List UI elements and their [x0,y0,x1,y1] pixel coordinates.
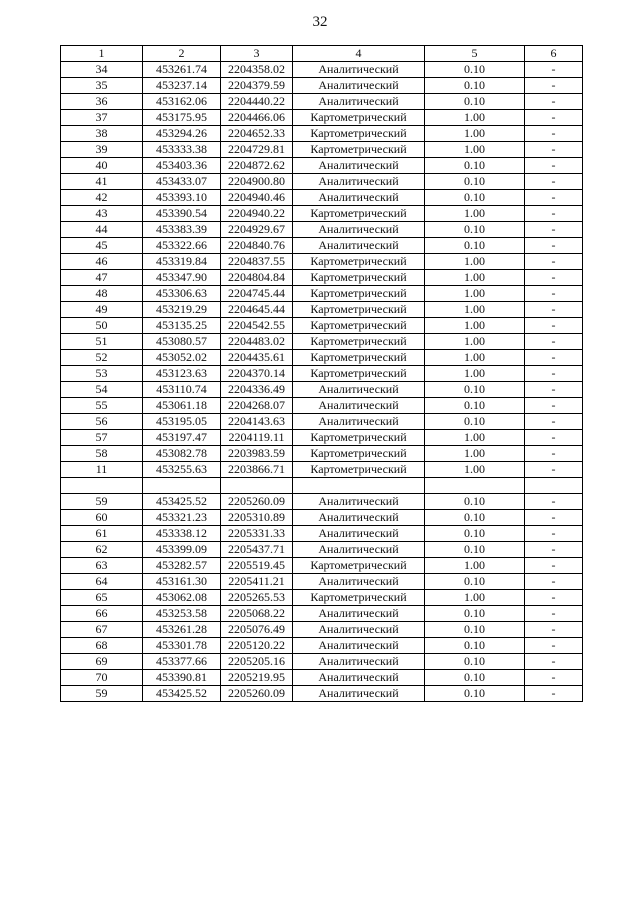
x-coordinate-cell: 453062.08 [143,590,221,606]
accuracy-cell: 1.00 [425,286,525,302]
note-cell: - [525,638,583,654]
y-coordinate-cell: 2204940.22 [221,206,293,222]
x-coordinate-cell: 453301.78 [143,638,221,654]
x-coordinate-cell: 453433.07 [143,174,221,190]
y-coordinate-cell: 2204872.62 [221,158,293,174]
x-coordinate-cell: 453253.58 [143,606,221,622]
method-cell [293,478,425,494]
accuracy-cell: 1.00 [425,462,525,478]
accuracy-cell: 1.00 [425,254,525,270]
note-cell: - [525,78,583,94]
accuracy-cell: 1.00 [425,446,525,462]
x-coordinate-cell: 453294.26 [143,126,221,142]
y-coordinate-cell: 2205310.89 [221,510,293,526]
accuracy-cell: 0.10 [425,382,525,398]
y-coordinate-cell: 2204143.63 [221,414,293,430]
method-cell: Картометрический [293,318,425,334]
y-coordinate-cell: 2205219.95 [221,670,293,686]
x-coordinate-cell: 453162.06 [143,94,221,110]
method-cell: Картометрический [293,142,425,158]
accuracy-cell: 1.00 [425,590,525,606]
note-cell: - [525,590,583,606]
table-row [61,670,583,686]
y-coordinate-cell: 2205411.21 [221,574,293,590]
y-coordinate-cell: 2204466.06 [221,110,293,126]
x-coordinate-cell: 453306.63 [143,286,221,302]
y-coordinate-cell: 2204837.55 [221,254,293,270]
point-number-cell: 45 [61,238,143,254]
table-row [61,238,583,254]
y-coordinate-cell: 2204370.14 [221,366,293,382]
method-cell: Картометрический [293,430,425,446]
note-cell: - [525,318,583,334]
method-cell: Аналитический [293,574,425,590]
column-header: 6 [525,46,583,62]
y-coordinate-cell: 2204268.07 [221,398,293,414]
point-number-cell: 59 [61,686,143,702]
x-coordinate-cell: 453393.10 [143,190,221,206]
x-coordinate-cell: 453110.74 [143,382,221,398]
y-coordinate-cell: 2204929.67 [221,222,293,238]
method-cell: Картометрический [293,286,425,302]
note-cell: - [525,254,583,270]
table-row [61,206,583,222]
method-cell: Картометрический [293,590,425,606]
accuracy-cell: 0.10 [425,606,525,622]
table-row [61,414,583,430]
y-coordinate-cell: 2204440.22 [221,94,293,110]
y-coordinate-cell: 2204729.81 [221,142,293,158]
note-cell: - [525,558,583,574]
column-header: 1 [61,46,143,62]
accuracy-cell: 0.10 [425,526,525,542]
note-cell: - [525,206,583,222]
method-cell: Аналитический [293,510,425,526]
y-coordinate-cell: 2205205.16 [221,654,293,670]
x-coordinate-cell: 453195.05 [143,414,221,430]
table-row [61,574,583,590]
y-coordinate-cell: 2205260.09 [221,686,293,702]
point-number-cell: 57 [61,430,143,446]
table-row [61,158,583,174]
accuracy-cell: 1.00 [425,366,525,382]
accuracy-cell: 1.00 [425,558,525,574]
point-number-cell: 51 [61,334,143,350]
accuracy-cell [425,478,525,494]
method-cell: Картометрический [293,302,425,318]
note-cell: - [525,398,583,414]
y-coordinate-cell: 2205260.09 [221,494,293,510]
x-coordinate-cell: 453082.78 [143,446,221,462]
accuracy-cell: 0.10 [425,638,525,654]
table-row [61,430,583,446]
accuracy-cell: 1.00 [425,318,525,334]
note-cell: - [525,270,583,286]
x-coordinate-cell: 453347.90 [143,270,221,286]
accuracy-cell: 1.00 [425,302,525,318]
table-row [61,606,583,622]
note-cell: - [525,526,583,542]
note-cell: - [525,222,583,238]
x-coordinate-cell: 453390.54 [143,206,221,222]
note-cell: - [525,158,583,174]
accuracy-cell: 0.10 [425,78,525,94]
table-row [61,542,583,558]
y-coordinate-cell: 2204652.33 [221,126,293,142]
table-row [61,510,583,526]
note-cell: - [525,654,583,670]
table-row [61,270,583,286]
x-coordinate-cell: 453261.74 [143,62,221,78]
note-cell: - [525,110,583,126]
accuracy-cell: 0.10 [425,398,525,414]
accuracy-cell: 1.00 [425,206,525,222]
accuracy-cell: 1.00 [425,270,525,286]
note-cell: - [525,174,583,190]
point-number-cell: 44 [61,222,143,238]
point-number-cell: 34 [61,62,143,78]
y-coordinate-cell: 2205437.71 [221,542,293,558]
point-number-cell: 47 [61,270,143,286]
x-coordinate-cell: 453321.23 [143,510,221,526]
y-coordinate-cell: 2204645.44 [221,302,293,318]
note-cell: - [525,350,583,366]
x-coordinate-cell: 453390.81 [143,670,221,686]
x-coordinate-cell: 453383.39 [143,222,221,238]
note-cell: - [525,542,583,558]
accuracy-cell: 0.10 [425,94,525,110]
note-cell: - [525,190,583,206]
method-cell: Аналитический [293,190,425,206]
method-cell: Аналитический [293,414,425,430]
note-cell: - [525,446,583,462]
method-cell: Аналитический [293,78,425,94]
table-row [61,62,583,78]
x-coordinate-cell: 453061.18 [143,398,221,414]
point-number-cell: 66 [61,606,143,622]
method-cell: Картометрический [293,270,425,286]
table-row [61,558,583,574]
method-cell: Аналитический [293,638,425,654]
y-coordinate-cell: 2205120.22 [221,638,293,654]
accuracy-cell: 0.10 [425,622,525,638]
table-row [61,190,583,206]
point-number-cell: 41 [61,174,143,190]
point-number-cell: 64 [61,574,143,590]
point-number-cell: 56 [61,414,143,430]
point-number-cell: 65 [61,590,143,606]
point-number-cell: 69 [61,654,143,670]
table-row [61,254,583,270]
y-coordinate-cell: 2204840.76 [221,238,293,254]
point-number-cell: 58 [61,446,143,462]
x-coordinate-cell: 453219.29 [143,302,221,318]
point-number-cell: 70 [61,670,143,686]
point-number-cell: 63 [61,558,143,574]
accuracy-cell: 0.10 [425,510,525,526]
point-number-cell: 55 [61,398,143,414]
note-cell: - [525,286,583,302]
note-cell: - [525,62,583,78]
y-coordinate-cell: 2205265.53 [221,590,293,606]
x-coordinate-cell: 453338.12 [143,526,221,542]
note-cell: - [525,462,583,478]
accuracy-cell: 1.00 [425,430,525,446]
x-coordinate-cell: 453425.52 [143,686,221,702]
method-cell: Аналитический [293,158,425,174]
note-cell: - [525,670,583,686]
table-row [61,94,583,110]
column-header: 5 [425,46,525,62]
method-cell: Аналитический [293,526,425,542]
accuracy-cell: 1.00 [425,126,525,142]
point-number-cell: 60 [61,510,143,526]
table-row [61,302,583,318]
method-cell: Аналитический [293,174,425,190]
accuracy-cell: 0.10 [425,494,525,510]
table-row [61,334,583,350]
accuracy-cell: 0.10 [425,542,525,558]
point-number-cell: 68 [61,638,143,654]
table-row [61,110,583,126]
y-coordinate-cell: 2203983.59 [221,446,293,462]
x-coordinate-cell: 453319.84 [143,254,221,270]
y-coordinate-cell: 2204435.61 [221,350,293,366]
method-cell: Аналитический [293,622,425,638]
column-header: 3 [221,46,293,62]
note-cell: - [525,414,583,430]
accuracy-cell: 0.10 [425,174,525,190]
method-cell: Аналитический [293,686,425,702]
table-row [61,622,583,638]
method-cell: Аналитический [293,670,425,686]
note-cell: - [525,430,583,446]
table-row [61,686,583,702]
note-cell: - [525,510,583,526]
coordinates-table-body [61,46,583,702]
point-number-cell: 36 [61,94,143,110]
y-coordinate-cell: 2205076.49 [221,622,293,638]
accuracy-cell: 0.10 [425,190,525,206]
coordinates-table [60,45,583,702]
note-cell: - [525,238,583,254]
table-row [61,462,583,478]
table-row [61,590,583,606]
table-row [61,78,583,94]
table-row [61,446,583,462]
method-cell: Картометрический [293,110,425,126]
point-number-cell [61,478,143,494]
table-row [61,526,583,542]
point-number-cell: 46 [61,254,143,270]
method-cell: Картометрический [293,350,425,366]
point-number-cell: 37 [61,110,143,126]
note-cell: - [525,302,583,318]
x-coordinate-cell: 453237.14 [143,78,221,94]
point-number-cell: 61 [61,526,143,542]
table-row [61,286,583,302]
y-coordinate-cell: 2204745.44 [221,286,293,302]
table-row [61,350,583,366]
point-number-cell: 42 [61,190,143,206]
y-coordinate-cell: 2204900.80 [221,174,293,190]
accuracy-cell: 0.10 [425,654,525,670]
x-coordinate-cell: 453080.57 [143,334,221,350]
method-cell: Аналитический [293,606,425,622]
page-number: 32 [312,14,328,30]
x-coordinate-cell: 453161.30 [143,574,221,590]
x-coordinate-cell: 453425.52 [143,494,221,510]
y-coordinate-cell: 2204483.02 [221,334,293,350]
point-number-cell: 48 [61,286,143,302]
table-header-row [61,46,583,62]
method-cell: Аналитический [293,238,425,254]
note-cell: - [525,366,583,382]
table-row [61,142,583,158]
note-cell: - [525,142,583,158]
y-coordinate-cell: 2204358.02 [221,62,293,78]
note-cell: - [525,494,583,510]
accuracy-cell: 0.10 [425,238,525,254]
point-number-cell: 52 [61,350,143,366]
accuracy-cell: 0.10 [425,686,525,702]
method-cell: Аналитический [293,94,425,110]
x-coordinate-cell: 453255.63 [143,462,221,478]
accuracy-cell: 0.10 [425,574,525,590]
method-cell: Картометрический [293,334,425,350]
y-coordinate-cell: 2205068.22 [221,606,293,622]
point-number-cell: 50 [61,318,143,334]
method-cell: Аналитический [293,494,425,510]
accuracy-cell: 0.10 [425,222,525,238]
point-number-cell: 49 [61,302,143,318]
point-number-cell: 54 [61,382,143,398]
x-coordinate-cell: 453403.36 [143,158,221,174]
table-row [61,126,583,142]
x-coordinate-cell [143,478,221,494]
y-coordinate-cell: 2204336.49 [221,382,293,398]
method-cell: Аналитический [293,382,425,398]
point-number-cell: 11 [61,462,143,478]
y-coordinate-cell: 2204542.55 [221,318,293,334]
y-coordinate-cell: 2204940.46 [221,190,293,206]
table-row [61,382,583,398]
point-number-cell: 59 [61,494,143,510]
note-cell: - [525,334,583,350]
x-coordinate-cell: 453333.38 [143,142,221,158]
x-coordinate-cell: 453175.95 [143,110,221,126]
note-cell: - [525,686,583,702]
x-coordinate-cell: 453399.09 [143,542,221,558]
method-cell: Картометрический [293,126,425,142]
method-cell: Картометрический [293,366,425,382]
table-row [61,318,583,334]
note-cell: - [525,94,583,110]
note-cell: - [525,126,583,142]
column-header: 2 [143,46,221,62]
x-coordinate-cell: 453282.57 [143,558,221,574]
method-cell: Аналитический [293,542,425,558]
note-cell: - [525,382,583,398]
accuracy-cell: 0.10 [425,158,525,174]
y-coordinate-cell: 2204804.84 [221,270,293,286]
point-number-cell: 53 [61,366,143,382]
table-row [61,174,583,190]
x-coordinate-cell: 453135.25 [143,318,221,334]
table-row [61,222,583,238]
table-row [61,478,583,494]
accuracy-cell: 0.10 [425,414,525,430]
point-number-cell: 38 [61,126,143,142]
method-cell: Картометрический [293,206,425,222]
method-cell: Картометрический [293,254,425,270]
accuracy-cell: 0.10 [425,62,525,78]
y-coordinate-cell: 2203866.71 [221,462,293,478]
method-cell: Картометрический [293,462,425,478]
method-cell: Картометрический [293,446,425,462]
accuracy-cell: 1.00 [425,334,525,350]
accuracy-cell: 1.00 [425,110,525,126]
accuracy-cell: 1.00 [425,142,525,158]
point-number-cell: 40 [61,158,143,174]
table-row [61,654,583,670]
x-coordinate-cell: 453322.66 [143,238,221,254]
x-coordinate-cell: 453052.02 [143,350,221,366]
x-coordinate-cell: 453123.63 [143,366,221,382]
x-coordinate-cell: 453377.66 [143,654,221,670]
method-cell: Аналитический [293,654,425,670]
y-coordinate-cell: 2205519.45 [221,558,293,574]
y-coordinate-cell [221,478,293,494]
accuracy-cell: 1.00 [425,350,525,366]
y-coordinate-cell: 2204119.11 [221,430,293,446]
point-number-cell: 62 [61,542,143,558]
y-coordinate-cell: 2205331.33 [221,526,293,542]
table-row [61,366,583,382]
x-coordinate-cell: 453261.28 [143,622,221,638]
table-row [61,398,583,414]
point-number-cell: 35 [61,78,143,94]
method-cell: Аналитический [293,62,425,78]
table-row [61,494,583,510]
method-cell: Картометрический [293,558,425,574]
note-cell: - [525,606,583,622]
note-cell: - [525,574,583,590]
point-number-cell: 39 [61,142,143,158]
table-row [61,638,583,654]
column-header: 4 [293,46,425,62]
method-cell: Аналитический [293,398,425,414]
point-number-cell: 67 [61,622,143,638]
method-cell: Аналитический [293,222,425,238]
note-cell [525,478,583,494]
x-coordinate-cell: 453197.47 [143,430,221,446]
accuracy-cell: 0.10 [425,670,525,686]
point-number-cell: 43 [61,206,143,222]
note-cell: - [525,622,583,638]
y-coordinate-cell: 2204379.59 [221,78,293,94]
